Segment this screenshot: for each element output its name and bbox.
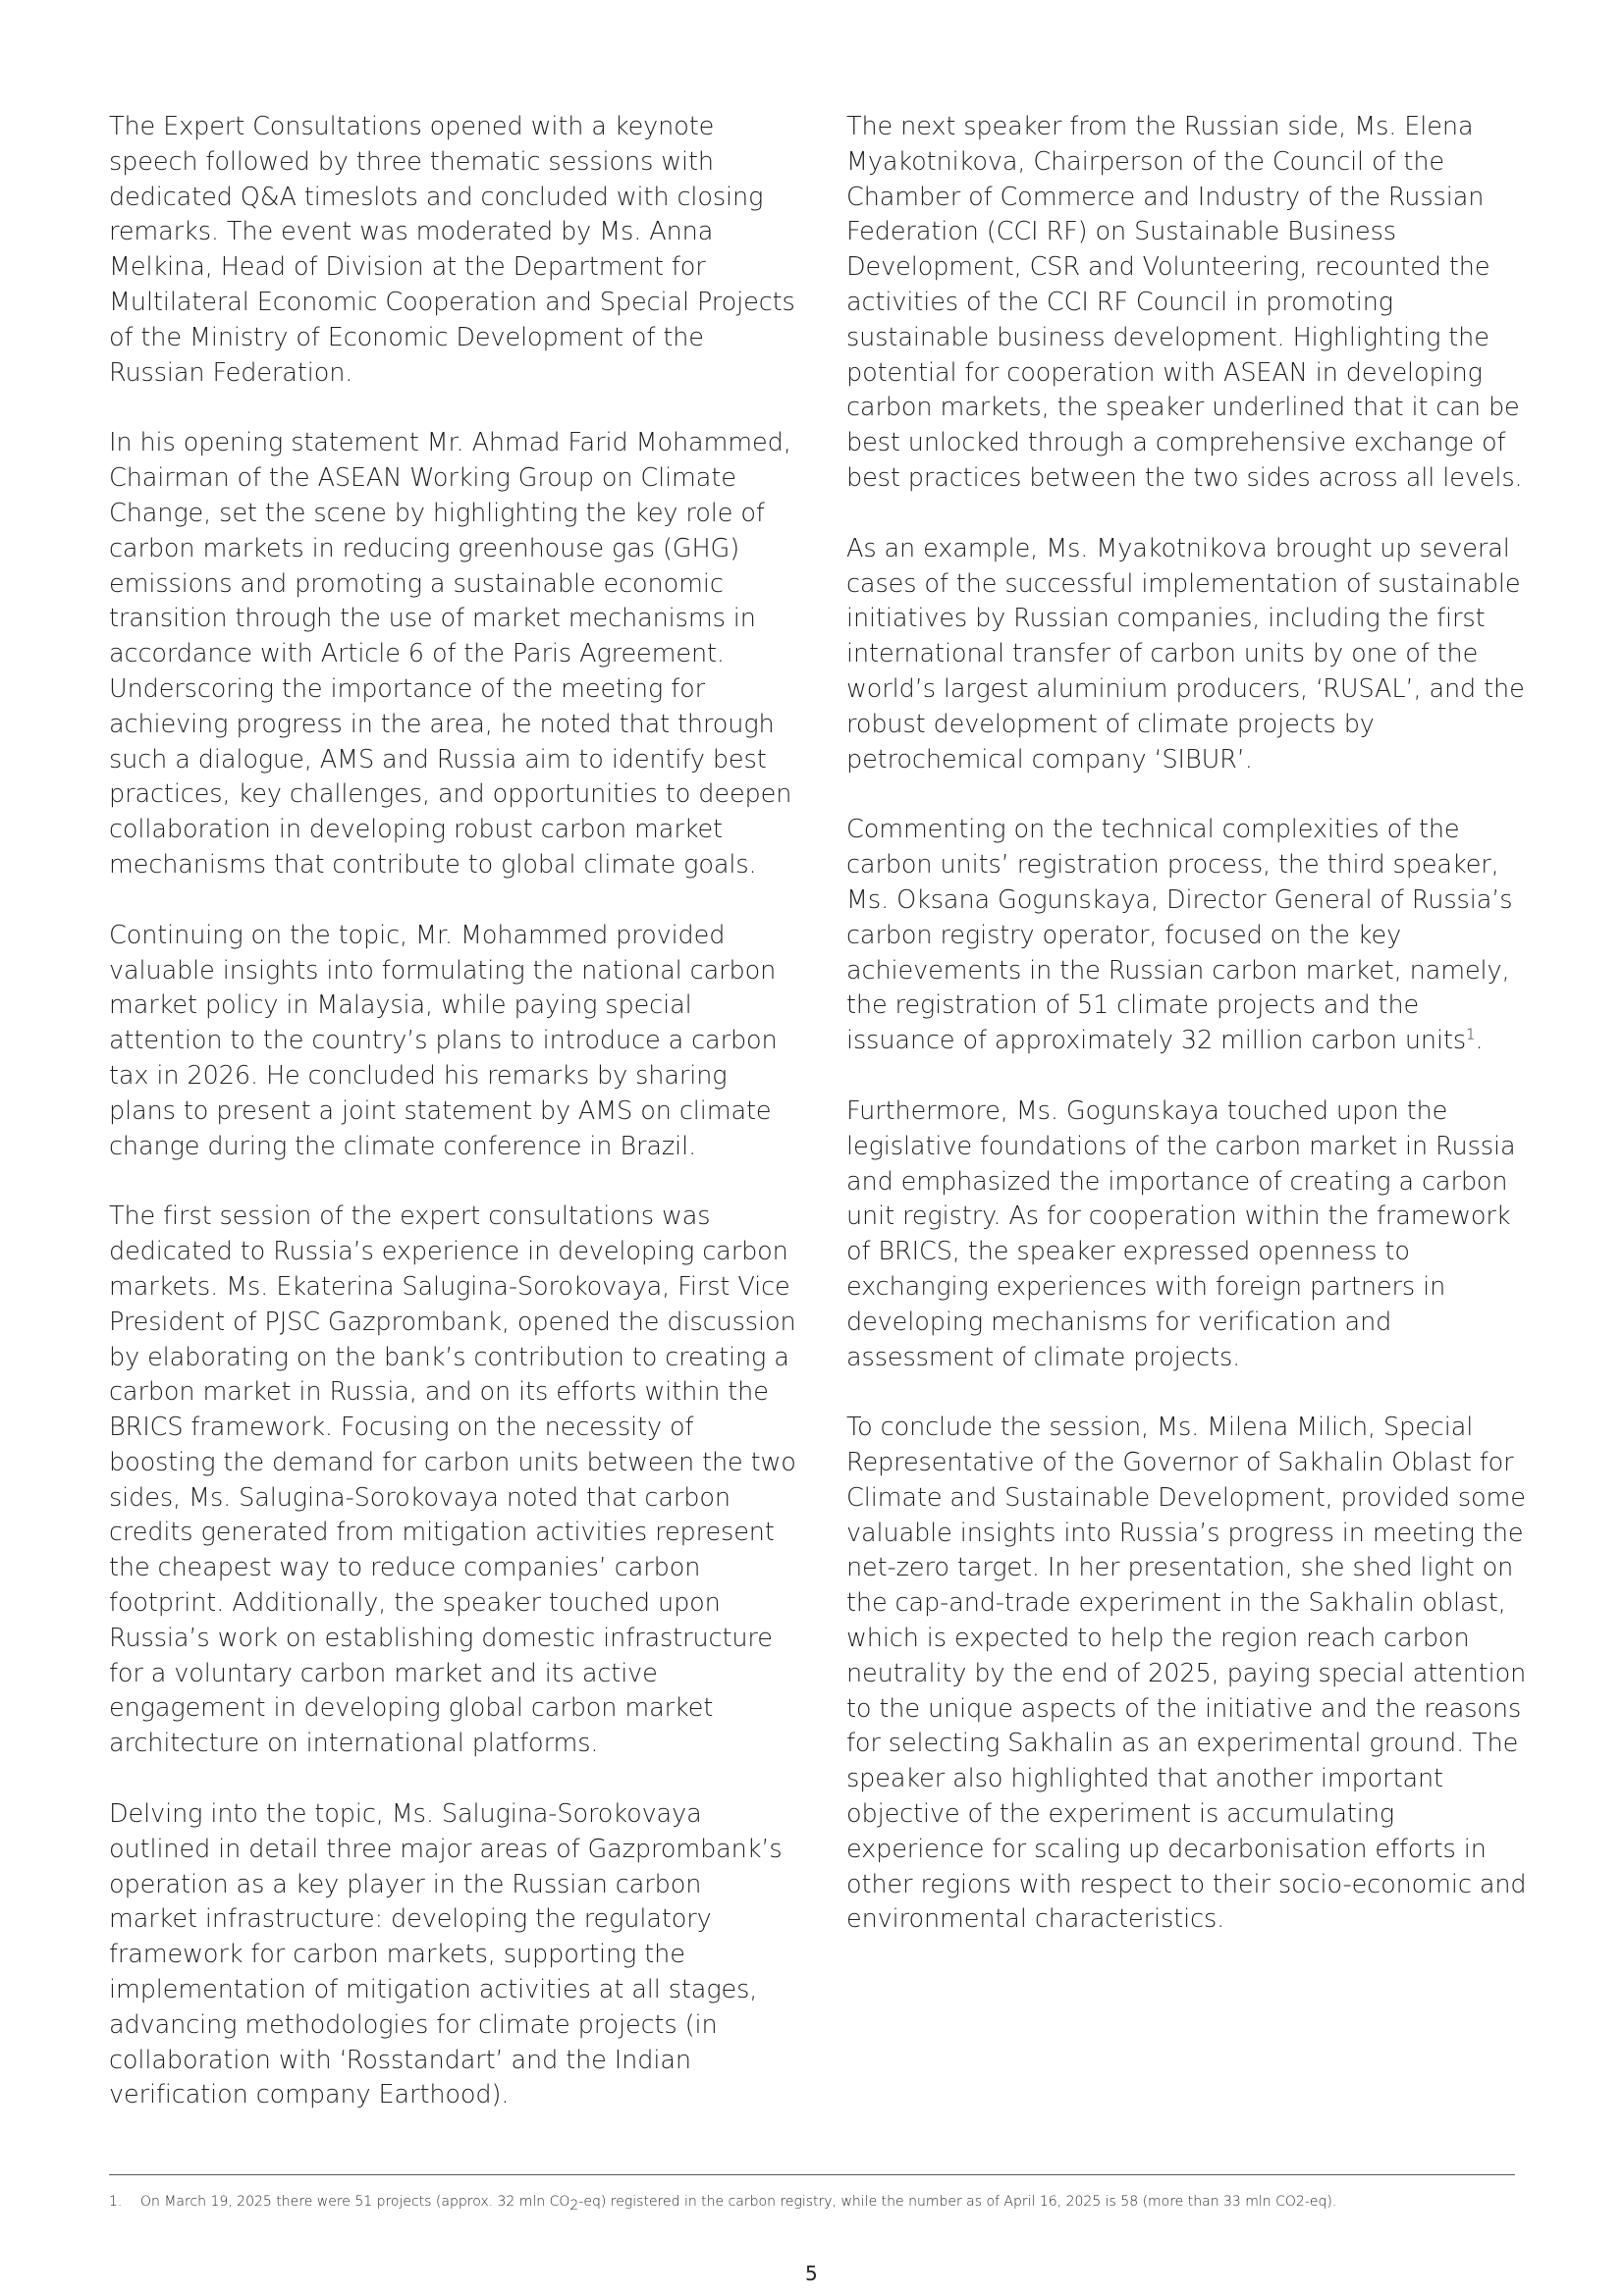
paragraph: The next speaker from the Russian side, Ms. Elena Myakotnikova, Chairperson of the Council of the Chamber of Commerce and Industry of the Russian Federation (CCI RF) on Sustainable Business Development, CSR and Volunteering, recounted the activities of the CCI RF Council in promoting sustainable business development. Highlighting the potential for cooperation with ASEAN in developing carbon markets, the speaker underlined that it can be best unlocked through a comprehensive exchange of best practices between the two sides across all levels. [846, 112, 1523, 493]
sentence-end: . [1475, 1026, 1484, 1056]
footnote-divider [109, 2174, 1515, 2175]
paragraph: In his opening statement Mr. Ahmad Farid Mohammed, Chairman of the ASEAN Working Group on Climate Change, set the scene by highlighting the key role of carbon markets in reducing greenhouse gas (GHG) emissions and promoting a sustainable economic transition through the use of market mechanisms in accordance with Article 6 of the Paris Agreement. Underscoring the importance of the meeting for achieving progress in the area, he noted that through such a dialogue, AMS and Russia aim to identify best practices, key challenges, and opportunities to deepen collaboration in developing robust carbon market mechanisms that contribute to global climate goals. [109, 428, 792, 880]
left-text-column [109, 110, 796, 2149]
paragraph: The Expert Consultations opened with a keynote speech followed by three thematic sessions with dedicated Q&A timeslots and concluded with closing remarks. The event was moderated by Ms. Anna Melkina, Head of Division at the Department for Multilateral Economic Cooperation and Special Projects of the Ministry of Economic Development of the Russian Federation. [109, 112, 795, 388]
paragraph-text: Commenting on the technical complexities of the carbon units’ registration process, the third speaker, Ms. Oksana Gogunskaya, Director General of Russia’s carbon registry operator, focused on the key achievements in the Russian carbon market, namely, the registration of 51 climate projects and the issuance of approximately 32 million carbon units [846, 815, 1513, 1056]
right-text-column [846, 110, 1534, 1973]
footnote-marker[interactable]: 1 [1466, 1025, 1476, 1043]
footnote-subscript: 2 [569, 2197, 579, 2214]
footnote [109, 2192, 1523, 2212]
paragraph: Furthermore, Ms. Gogunskaya touched upon the legislative foundations of the carbon market in Russia and emphasized the importance of creating a carbon unit registry. As for cooperation within the framework of BRICS, the speaker expressed openness to exchanging experiences with foreign partners in developing mechanisms for verification and assessment of climate projects. [846, 1095, 1516, 1372]
footnote-number: 1. [109, 2194, 123, 2210]
paragraph: The first session of the expert consultations was dedicated to Russia’s experience in developing carbon markets. Ms. Ekaterina Salugina-Sorokovaya, First Vice President of PJSC Gazprombank, opened the discussion by elaborating on the bank’s contribution to creating a carbon market in Russia, and on its efforts within the BRICS framework. Focusing on the necessity of boosting the demand for carbon units between the two sides, Ms. Salugina-Sorokovaya noted that carbon credits generated from mitigation activities represent the cheapest way to reduce companies’ carbon footprint. Additionally, the speaker touched upon Russia’s work on establishing domestic infrastructure for a voluntary carbon market and its active engagement in developing global carbon market architecture on international platforms. [109, 1201, 796, 1759]
footnote-text-after: -eq) registered in the carbon registry, while the number as of April 16, 2025 is 58 (more than 33 mln CO2-eq). [578, 2194, 1337, 2210]
paragraph: Delving into the topic, Ms. Salugina-Sorokovaya outlined in detail three major areas of Gazprombank’s operation as a key player in the Russian carbon market infrastructure: developing the regulatory framework for carbon markets, supporting the implementation of mitigation activities at all stages, advancing methodologies for climate projects (in collaboration with ‘Rosstandart’ and the Indian verification company Earthood). [109, 1799, 783, 2110]
footnote-text-before: On March 19, 2025 there were 51 projects (approx. 32 mln CO [140, 2194, 570, 2210]
paragraph: Continuing on the topic, Mr. Mohammed provided valuable insights into formulating the national carbon market policy in Malaysia, while paying special attention to the country’s plans to introduce a carbon tax in 2026. He concluded his remarks by sharing plans to present a joint statement by AMS on climate change during the climate conference in Brazil. [109, 920, 778, 1161]
paragraph-with-footnote [846, 813, 1534, 1059]
page-number: 5 [805, 2262, 818, 2285]
paragraph: To conclude the session, Ms. Milena Milich, Special Representative of the Governor of Sakhalin Oblast for Climate and Sustainable Development, provided some valuable insights into Russia’s progress in meeting the net-zero target. In her presentation, she shed light on the cap-and-trade experiment in the Sakhalin oblast, which is expected to help the region reach carbon neutrality by the end of 2025, paying special attention to the unique aspects of the initiative and the reasons for selecting Sakhalin as an experimental ground. The speaker also highlighted that another important objective of the experiment is accumulating experience for scaling up decarbonisation efforts in other regions with respect to their socio-economic and environmental characteristics. [846, 1413, 1527, 1935]
paragraph: As an example, Ms. Myakotnikova brought up several cases of the successful implementation of sustainable initiatives by Russian companies, including the first international transfer of carbon units by one of the world’s largest aluminium producers, ‘RUSAL’, and the robust development of climate projects by petrochemical company ‘SIBUR’. [846, 533, 1525, 774]
